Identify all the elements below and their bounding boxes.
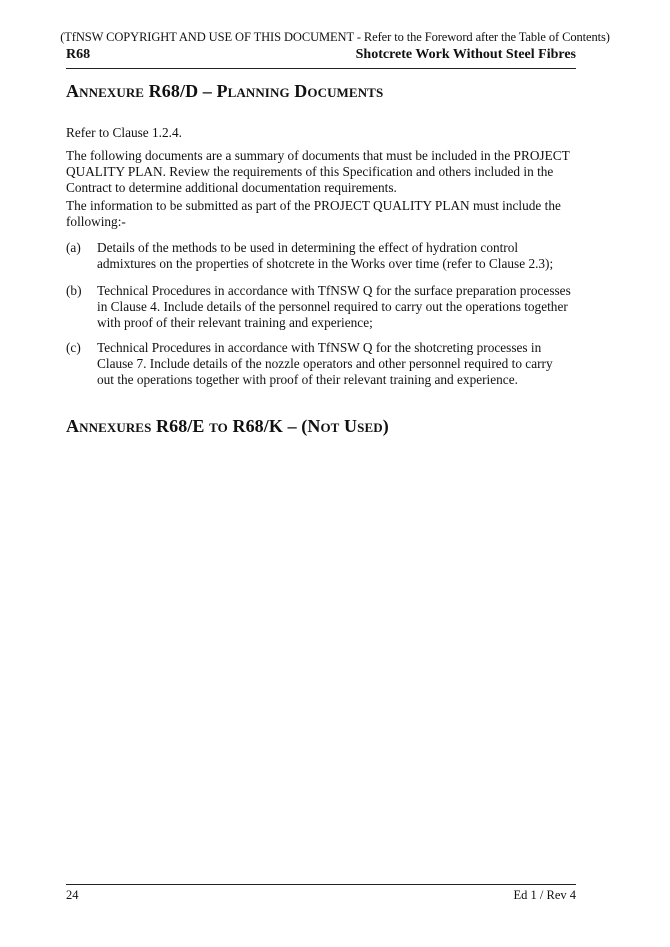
list-item-text: Technical Procedures in accordance with TfNSW Q for the shotcreting processes in Clause 7. Include details of the nozzle operators and other personnel required to carry out the operations together with proof of their relevant training and experience. (97, 340, 553, 387)
page-header (66, 47, 576, 65)
intro-paragraph: The information to be submitted as part of the PROJECT QUALITY PLAN must include the following:- (66, 198, 561, 229)
list-item-label: (b) (66, 283, 82, 298)
copyright-notice: (TfNSW COPYRIGHT AND USE OF THIS DOCUMENT - Refer to the Foreword after the Table of Contents) (60, 30, 610, 44)
list-item-label: (c) (66, 340, 81, 355)
clause-reference: Refer to Clause 1.2.4. (66, 125, 182, 140)
header-divider (66, 68, 576, 69)
spec-title: Shotcrete Work Without Steel Fibres (355, 47, 576, 62)
edition-revision: Ed 1 / Rev 4 (513, 888, 576, 902)
annexure-e-k-heading: Annexures R68/E to R68/K – (Not Used) (66, 416, 389, 436)
list-item-text: Details of the methods to be used in determining the effect of hydration control admixtures on the properties of shotcrete in the Works over time (refer to Clause 2.3); (97, 240, 554, 271)
footer-divider (66, 884, 576, 885)
page-number: 24 (66, 888, 79, 902)
list-item-label: (a) (66, 240, 81, 255)
annexure-d-heading: Annexure R68/D – Planning Documents (66, 81, 384, 101)
summary-paragraph: The following documents are a summary of documents that must be included in the PROJECT QUALITY PLAN. Review the requirements of this Specification and others included in the Contract to determine additional documentation requirements. (66, 148, 570, 195)
list-item-text: Technical Procedures in accordance with TfNSW Q for the surface preparation processes in Clause 4. Include details of the personnel required to carry out the operations together with proof of their relevant training and experience; (97, 283, 571, 330)
spec-code: R68 (66, 47, 91, 62)
